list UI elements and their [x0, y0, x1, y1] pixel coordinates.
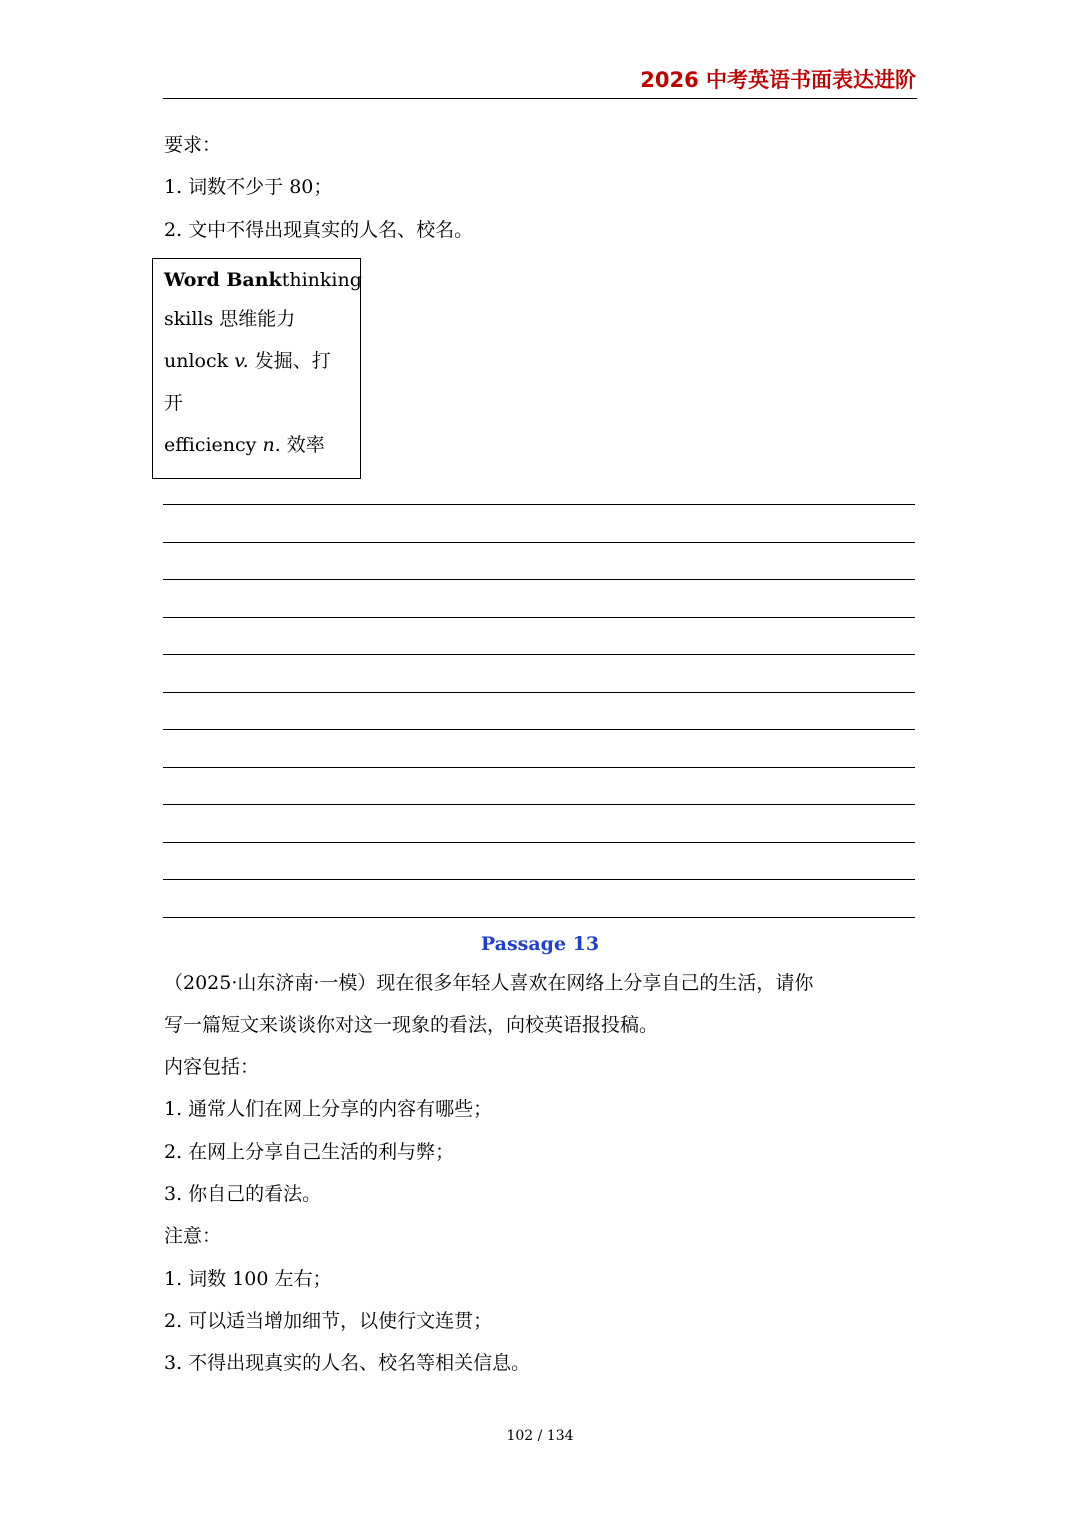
word-bank-meaning-unlock: 发掘、打: [248, 350, 331, 372]
writing-line: [163, 729, 915, 730]
writing-line: [163, 504, 915, 505]
content-item-1: 1. 通常人们在网上分享的内容有哪些；: [164, 1098, 493, 1120]
content-heading: 内容包括：: [164, 1056, 260, 1078]
notes-heading: 注意：: [164, 1225, 222, 1247]
word-bank-pos-verb: v.: [234, 350, 249, 372]
passage-intro-line-2: 写一篇短文来谈谈你对这一现象的看法，向校英语报投稿。: [164, 1014, 659, 1036]
word-bank-meaning-efficiency: 效率: [280, 434, 325, 456]
notes-item-2: 2. 可以适当增加细节，以使行文连贯；: [164, 1310, 493, 1332]
writing-line: [163, 579, 915, 580]
writing-line: [163, 842, 915, 843]
requirement-item-1: 1. 词数不少于 80；: [164, 176, 333, 198]
page-number: 102 / 134: [506, 1428, 574, 1444]
header-title: 2026 中考英语书面表达进阶: [640, 68, 916, 92]
writing-line: [163, 767, 915, 768]
writing-line: [163, 692, 915, 693]
content-item-3: 3. 你自己的看法。: [164, 1183, 322, 1205]
requirements-heading: 要求：: [164, 134, 222, 156]
passage-heading: Passage 13: [480, 933, 600, 955]
word-bank-line-1: [164, 267, 362, 293]
word-bank-entry-unlock-cont: 开: [164, 392, 184, 414]
writing-line: [163, 917, 915, 918]
notes-item-3: 3. 不得出现真实的人名、校名等相关信息。: [164, 1352, 531, 1374]
word-bank-entry-thinking: thinking: [281, 269, 362, 291]
writing-line: [163, 617, 915, 618]
writing-line: [163, 542, 915, 543]
writing-line: [163, 804, 915, 805]
word-bank-word-unlock: unlock: [164, 350, 235, 372]
word-bank-pos-noun: n.: [262, 434, 281, 456]
word-bank-title: Word Bank: [164, 269, 282, 291]
word-bank-box: [152, 258, 361, 479]
writing-line: [163, 654, 915, 655]
word-bank-word-efficiency: efficiency: [164, 434, 263, 456]
requirement-item-2: 2. 文中不得出现真实的人名、校名。: [164, 219, 474, 241]
word-bank-entry-efficiency: [164, 432, 325, 458]
passage-intro-line-1: （2025·山东济南·一模）现在很多年轻人喜欢在网络上分享自己的生活，请你: [164, 972, 814, 994]
content-item-2: 2. 在网上分享自己生活的利与弊；: [164, 1141, 455, 1163]
notes-item-1: 1. 词数 100 左右；: [164, 1268, 332, 1290]
writing-line: [163, 879, 915, 880]
word-bank-entry-unlock: [164, 348, 331, 374]
header-divider: [163, 98, 917, 99]
word-bank-entry-skills: skills 思维能力: [164, 308, 296, 330]
